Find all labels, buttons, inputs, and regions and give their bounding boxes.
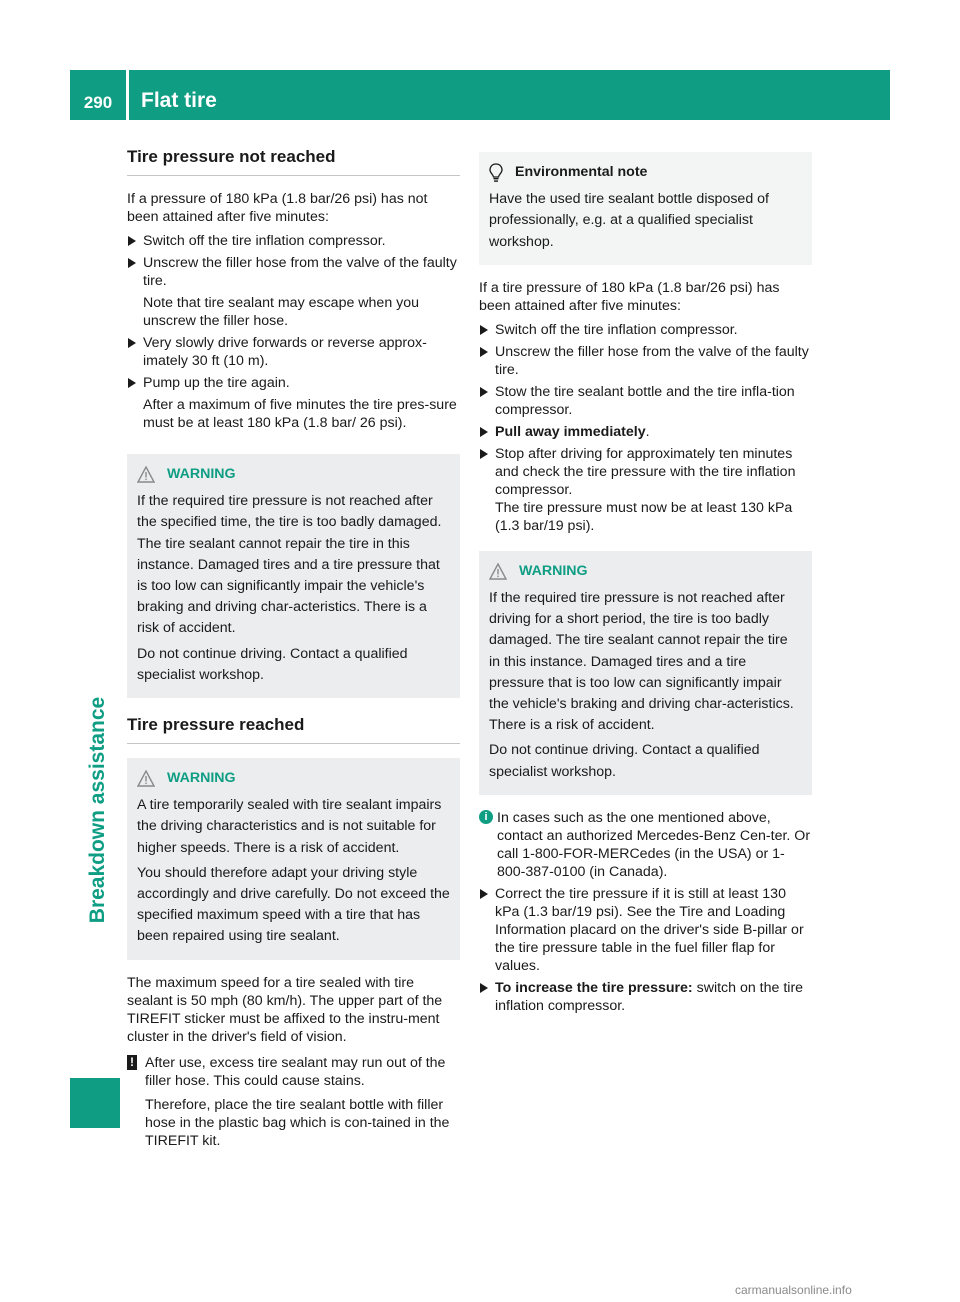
section-heading-not-reached: Tire pressure not reached: [127, 146, 460, 176]
step-bold-text: Pull away immediately: [495, 423, 646, 440]
warning-header: [137, 464, 450, 485]
lightbulb-icon: [489, 163, 503, 183]
step-item: Stop after driving for approximately ten minutes and check the tire pressure with the tire inflation compressor.: [479, 445, 812, 499]
warning-text: If the required tire pressure is not reached after the specified time, the tire is too badly damaged. The tire sealant cannot repair the tire in this instance. Damaged tires and a tire pressure that is too low can significantly impair the vehicle's braking and driving char-acteristics. There is a risk of accident.: [137, 493, 442, 637]
environmental-note-text: Have the used tire sealant bottle disposed of professionally, e.g. at a qualified specialist workshop.: [489, 191, 769, 250]
info-text: In cases such as the one mentioned above, contact an authorized Mercedes-Benz Cen-ter. Or call 1-800-FOR-MERCedes (in the USA) or 1-800-387-0100 (in Canada).: [497, 809, 811, 880]
step-item: Unscrew the filler hose from the valve of the faulty tire.: [479, 343, 812, 379]
step-note: The tire pressure must now be at least 130 kPa (1.3 bar/19 psi).: [495, 499, 793, 534]
warning-box: [127, 758, 460, 960]
info-icon: i: [479, 810, 493, 824]
info-note: [479, 809, 812, 881]
warning-text: A tire temporarily sealed with tire sealant impairs the driving characteristics and is not suitable for higher speeds. There is a risk of accident.: [137, 797, 442, 856]
warning-triangle-icon: [137, 770, 155, 787]
max-speed-text: The maximum speed for a tire sealed with tire sealant is 50 mph (80 km/h). The upper part of the TIREFIT sticker must be affixed to the instru-ment cluster in the driver's field of vision.: [127, 974, 443, 1045]
intro-not-reached: If a pressure of 180 kPa (1.8 bar/26 psi) has not been attained after five minutes:: [127, 191, 428, 225]
section-heading-reached: Tire pressure reached: [127, 714, 460, 744]
warning-triangle-icon: [489, 563, 507, 580]
caution-text: Therefore, place the tire sealant bottle with filler hose in the plastic bag which is con-tained in the TIREFIT kit.: [145, 1096, 450, 1149]
warning-triangle-icon: [137, 466, 155, 483]
intro-reached: If a tire pressure of 180 kPa (1.8 bar/26 psi) has been attained after five minutes:: [479, 279, 780, 314]
warning-text: You should therefore adapt your driving style accordingly and drive carefully. Do not exceed the specified maximum speed with a tire that has been repaired using tire sealant.: [137, 864, 450, 945]
warning-title: WARNING: [167, 466, 236, 482]
watermark: carmanualsonline.info: [735, 1283, 852, 1297]
warning-title: WARNING: [167, 770, 236, 787]
caution-text: After use, excess tire sealant may run out of the filler hose. This could cause stains.: [145, 1054, 446, 1089]
warning-box: [479, 551, 812, 795]
warning-header: [137, 768, 450, 789]
side-tab-label: Breakdown assistance: [86, 696, 109, 924]
warning-header: [489, 561, 802, 582]
step-item: Switch off the tire inflation compressor.: [479, 321, 812, 339]
environmental-note-box: [479, 152, 812, 265]
caution-note: [127, 1054, 460, 1150]
page-title: Flat tire: [141, 89, 217, 112]
warning-box: [127, 454, 460, 698]
warning-title: WARNING: [519, 562, 588, 579]
right-column: [479, 152, 812, 1019]
environmental-note-header: [489, 162, 802, 183]
step-item: Correct the tire pressure if it is still at least 130 kPa (1.3 bar/19 psi). See the Tire and Loading Information placard on the driver's side B-pillar or the tire pressure table in the fuel filler flap for values.: [479, 885, 812, 975]
step-item: Switch off the tire inflation compressor.: [127, 232, 460, 250]
step-item: Stow the tire sealant bottle and the tire infla-tion compressor.: [479, 383, 812, 419]
header-divider: [126, 70, 129, 120]
step-text: switch on the tire inflation compressor.: [495, 979, 804, 1014]
warning-text: Do not continue driving. Contact a qualified specialist workshop.: [489, 742, 760, 780]
step-bold-text: To increase the tire pressure:: [495, 979, 693, 996]
environmental-note-title: Environmental note: [515, 164, 648, 180]
step-item: Pump up the tire again.: [127, 374, 460, 392]
step-note: After a maximum of five minutes the tire pres-sure must be at least 180 kPa (1.8 bar/ 26 psi).: [143, 397, 457, 431]
step-bold-suffix: .: [645, 423, 650, 440]
left-column: [127, 146, 460, 1156]
step-item: [479, 423, 812, 441]
step-item: Very slowly drive forwards or reverse approx-imately 30 ft (10 m).: [127, 334, 460, 370]
page-number: 290: [83, 93, 113, 112]
side-tab-marker: [70, 1078, 120, 1128]
warning-text: Do not continue driving. Contact a qualified specialist workshop.: [137, 645, 408, 683]
step-item: [479, 979, 812, 1015]
warning-text: If the required tire pressure is not reached after driving for a short period, the tire is too badly damaged. The tire sealant cannot repair the tire in this instance. Damaged tires and a tire pressure that is too low can significantly impair the vehicle's braking and driving char-acteristics. There is a risk of accident.: [489, 590, 794, 734]
step-item: Unscrew the filler hose from the valve of the faulty tire.: [127, 254, 460, 290]
step-note: Note that tire sealant may escape when you unscrew the filler hose.: [143, 295, 420, 329]
exclamation-icon: !: [127, 1055, 137, 1070]
